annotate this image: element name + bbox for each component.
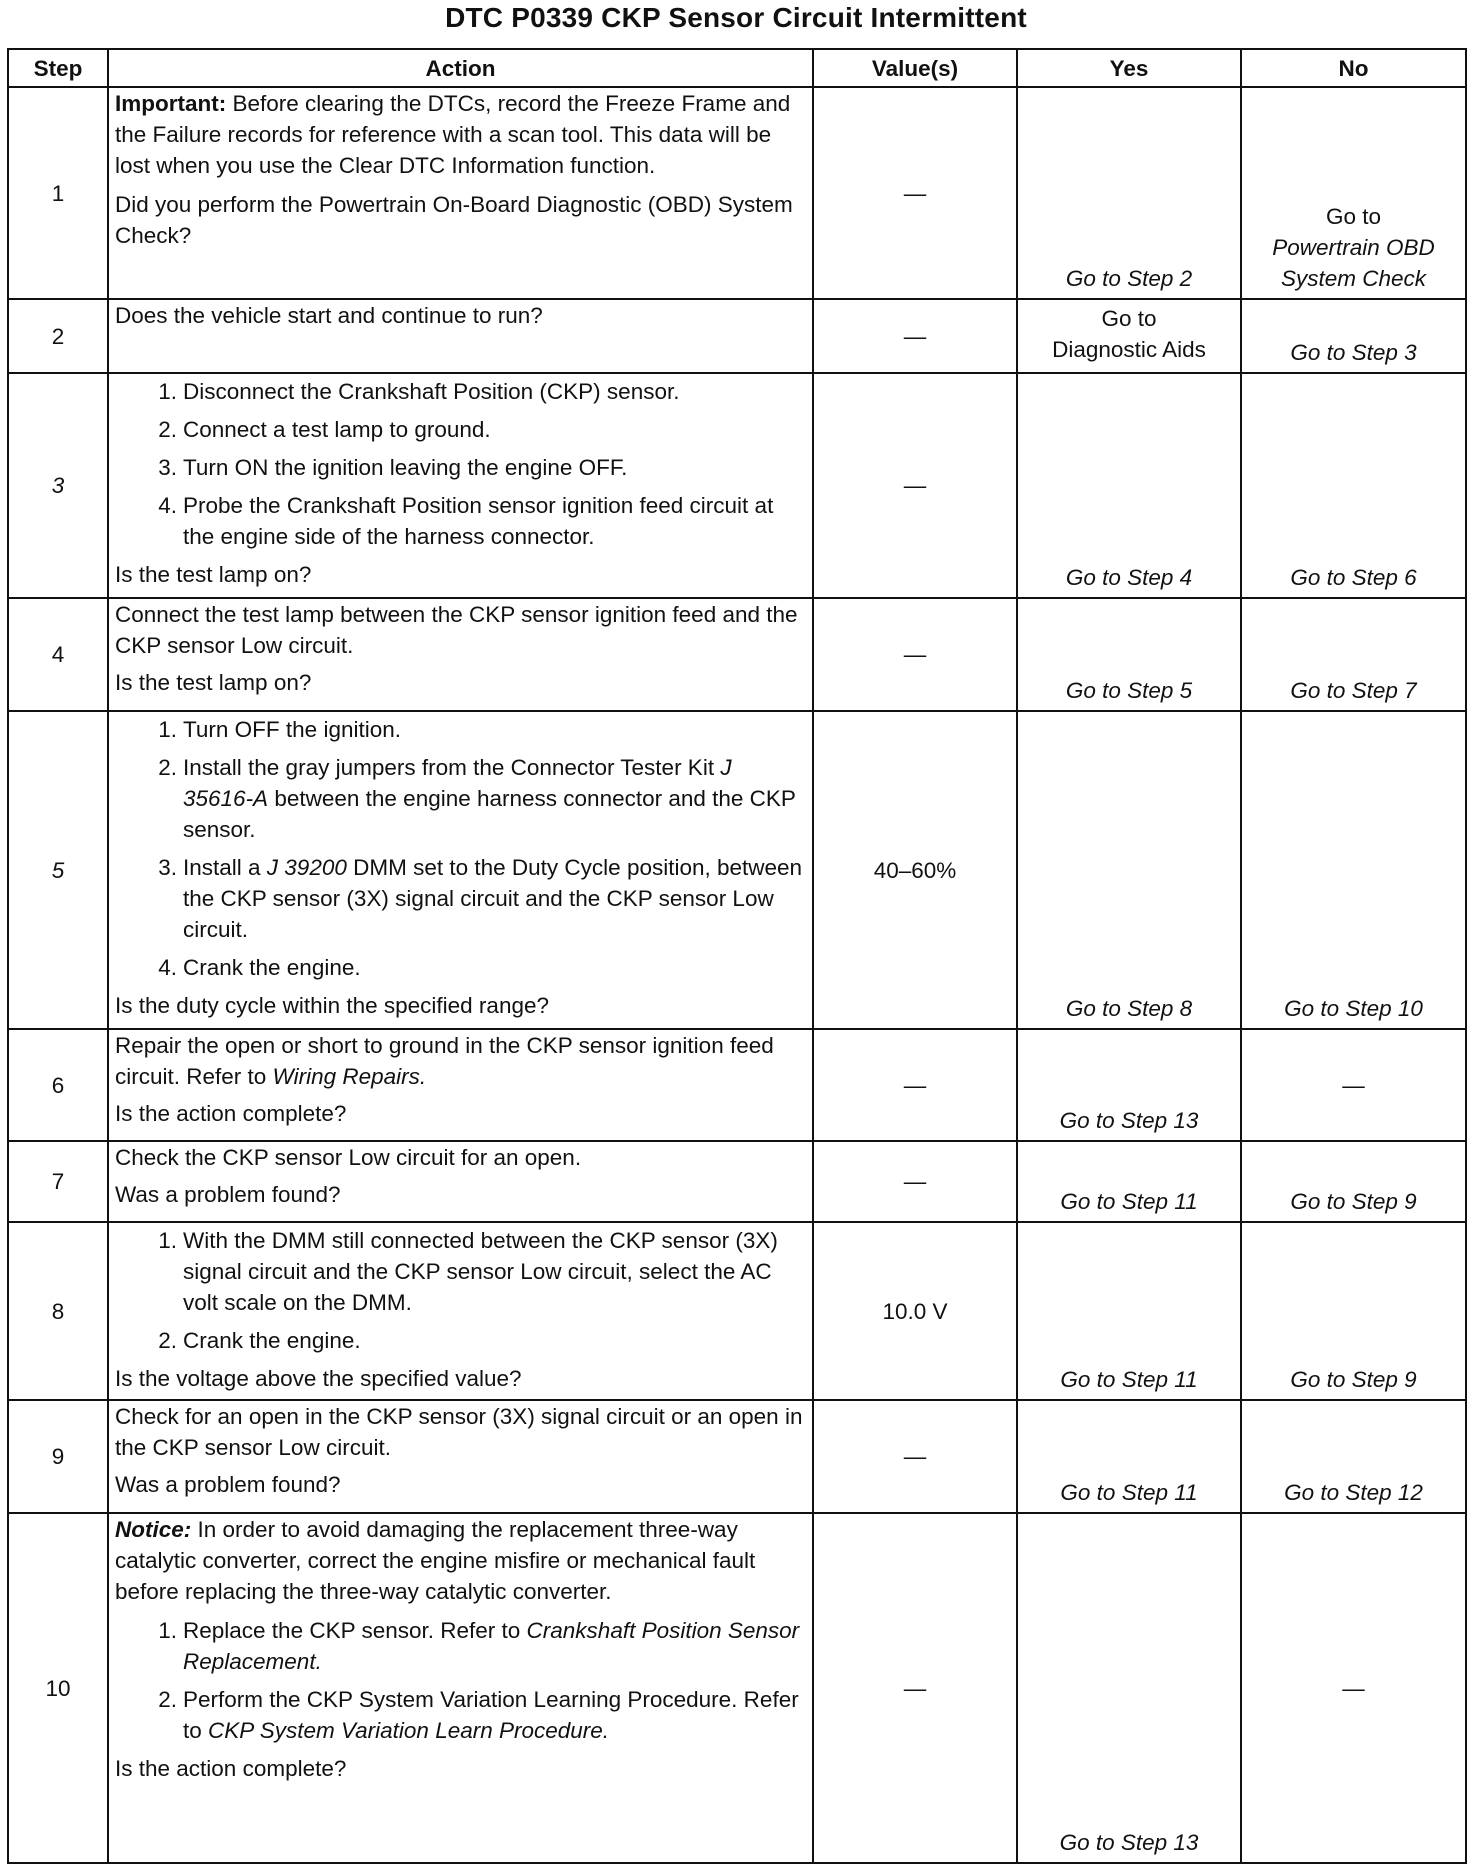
header-step: Step — [8, 49, 108, 87]
action-cell — [108, 299, 813, 373]
yes-cell — [1017, 87, 1241, 299]
list-item-text: Install a — [183, 855, 267, 880]
no-cell: — — [1241, 1513, 1466, 1863]
yes-link[interactable]: Go to Step 2 — [1065, 266, 1193, 291]
action-cell — [108, 373, 813, 598]
header-yes: Yes — [1017, 49, 1241, 87]
list-item: 3. Install a J 39200 DMM set to the Duty Cycle position, between the CKP sensor (3X) signal circuit and the CKP sensor Low circuit. — [158, 855, 803, 942]
list-item-text: between the engine harness connector and the CKP sensor. — [183, 786, 796, 842]
value-cell: — — [813, 1513, 1017, 1863]
yes-cell — [1017, 1141, 1241, 1222]
step-number: 8 — [8, 1222, 108, 1400]
action-text: Check the CKP sensor Low circuit for an open. — [115, 1145, 582, 1170]
yes-cell — [1017, 299, 1241, 373]
yes-cell — [1017, 373, 1241, 598]
value-cell: — — [813, 1029, 1017, 1141]
diagnostic-table — [7, 48, 1467, 1864]
ckp-learn-procedure-link[interactable]: CKP System Variation Learn Procedure. — [208, 1718, 610, 1743]
yes-link[interactable]: Go to Step 4 — [1065, 565, 1193, 590]
question: Is the test lamp on? — [115, 562, 312, 587]
step-number: 7 — [8, 1141, 108, 1222]
list-item: 2. Install the gray jumpers from the Connector Tester Kit J 35616-A between the engine harness connector and the CKP sensor. — [158, 755, 796, 842]
question: Is the voltage above the specified value? — [115, 1366, 522, 1391]
yes-link[interactable]: Go to Step 11 — [1060, 1367, 1198, 1392]
notice-text: In order to avoid damaging the replacement three-way catalytic converter, correct the engine misfire or mechanical fault before replacing the three-way catalytic converter. — [115, 1517, 756, 1604]
tool-number: J 35616-A — [183, 755, 732, 811]
list-item: 1. Disconnect the Crankshaft Position (CKP) sensor. — [158, 379, 680, 404]
yes-link[interactable]: Go to Step 8 — [1065, 996, 1193, 1021]
no-link[interactable]: Go to Step 7 — [1290, 678, 1417, 703]
table-row — [8, 1513, 1466, 1863]
no-link[interactable]: Go to Step 9 — [1290, 1189, 1417, 1214]
yes-cell — [1017, 1513, 1241, 1863]
list-item: 1. Replace the CKP sensor. Refer to Crankshaft Position Sensor Replacement. — [158, 1618, 800, 1674]
list-item-text: Disconnect the Crankshaft Position (CKP) sensor. — [183, 379, 680, 404]
question: Is the action complete? — [115, 1101, 347, 1126]
action-list — [115, 1225, 806, 1356]
action-cell — [108, 87, 813, 299]
value-cell: — — [813, 373, 1017, 598]
table-row — [8, 1029, 1466, 1141]
important-text: Before clearing the DTCs, record the Freeze Frame and the Failure records for reference with a scan tool. This data will be lost when you use the Clear DTC Information function. — [115, 91, 791, 178]
action-list — [115, 376, 806, 552]
header-values: Value(s) — [813, 49, 1017, 87]
yes-cell — [1017, 1029, 1241, 1141]
table-row — [8, 299, 1466, 373]
yes-link[interactable]: Diagnostic Aids — [1052, 337, 1206, 362]
action-cell — [108, 598, 813, 711]
yes-cell — [1017, 711, 1241, 1029]
step-number: 10 — [8, 1513, 108, 1863]
action-cell — [108, 1141, 813, 1222]
table-row — [8, 373, 1466, 598]
list-item-text: Turn ON the ignition leaving the engine OFF. — [183, 455, 628, 480]
notice-note — [115, 1514, 806, 1607]
value-cell: 40–60% — [813, 711, 1017, 1029]
no-prefix: Go to — [1325, 204, 1382, 229]
action-cell — [108, 1513, 813, 1863]
no-cell — [1241, 1400, 1466, 1513]
list-item: 1. Turn OFF the ignition. — [158, 717, 402, 742]
step-number: 3 — [8, 373, 108, 598]
list-item: 2. Crank the engine. — [158, 1328, 361, 1353]
step-number: 1 — [8, 87, 108, 299]
yes-link[interactable]: Go to Step 11 — [1060, 1189, 1198, 1214]
yes-link[interactable]: Go to Step 13 — [1059, 1830, 1199, 1855]
yes-prefix: Go to — [1101, 306, 1157, 331]
action-text: Connect the test lamp between the CKP sensor ignition feed and the CKP sensor Low circuit. — [115, 602, 798, 658]
no-cell — [1241, 299, 1466, 373]
action-text: Check for an open in the CKP sensor (3X) signal circuit or an open in the CKP sensor Low circuit. — [115, 1404, 803, 1460]
important-note — [115, 88, 806, 181]
no-cell: — — [1241, 1029, 1466, 1141]
wiring-repairs-link[interactable]: Wiring Repairs. — [272, 1064, 427, 1089]
no-cell — [1241, 1141, 1466, 1222]
action-list — [115, 714, 806, 983]
yes-link[interactable]: Go to Step 5 — [1065, 678, 1193, 703]
no-link[interactable]: Go to Step 3 — [1290, 340, 1417, 365]
header-row — [8, 49, 1466, 87]
value-cell: 10.0 V — [813, 1222, 1017, 1400]
table-row — [8, 87, 1466, 299]
header-action: Action — [108, 49, 813, 87]
list-item-text: Perform the CKP System Variation Learning Procedure. Refer to — [183, 1687, 799, 1743]
no-link[interactable]: Powertrain OBD System Check — [1272, 235, 1435, 291]
question: Is the test lamp on? — [115, 670, 312, 695]
table-row — [8, 1141, 1466, 1222]
question: Was a problem found? — [115, 1472, 341, 1497]
list-item-text: Crank the engine. — [183, 955, 361, 980]
action-cell — [108, 711, 813, 1029]
list-item: 3. Turn ON the ignition leaving the engine OFF. — [158, 455, 628, 480]
table-row — [8, 1222, 1466, 1400]
no-cell — [1241, 1222, 1466, 1400]
step-number: 9 — [8, 1400, 108, 1513]
list-item-text: Replace the CKP sensor. Refer to — [183, 1618, 527, 1643]
no-link[interactable]: Go to Step 6 — [1290, 565, 1417, 590]
no-cell — [1241, 87, 1466, 299]
action-cell — [108, 1400, 813, 1513]
no-link[interactable]: Go to Step 10 — [1284, 996, 1423, 1021]
list-item: 2. Perform the CKP System Variation Learning Procedure. Refer to CKP System Variation Learn Procedure. — [158, 1687, 799, 1743]
question: Does the vehicle start and continue to run? — [115, 303, 543, 328]
step-number: 2 — [8, 299, 108, 373]
value-cell: — — [813, 299, 1017, 373]
step-number: 4 — [8, 598, 108, 711]
question: Was a problem found? — [115, 1182, 341, 1207]
step-number: 6 — [8, 1029, 108, 1141]
value-cell: — — [813, 87, 1017, 299]
action-text-body: Repair the open or short to ground in the CKP sensor ignition feed circuit. Refer to — [115, 1033, 774, 1089]
action-cell — [108, 1029, 813, 1141]
ckp-replacement-link[interactable]: Crankshaft Position Sensor Replacement. — [183, 1618, 800, 1674]
list-item-text: Probe the Crankshaft Position sensor ignition feed circuit at the engine side of the harness connector. — [183, 493, 774, 549]
yes-link[interactable]: Go to Step 13 — [1059, 1108, 1199, 1133]
list-item: 2. Connect a test lamp to ground. — [158, 417, 491, 442]
no-link[interactable]: Go to Step 12 — [1284, 1480, 1423, 1505]
list-item-text: Turn OFF the ignition. — [183, 717, 402, 742]
page-title: DTC P0339 CKP Sensor Circuit Intermittent — [445, 2, 1027, 33]
no-link[interactable]: Go to Step 9 — [1290, 1367, 1417, 1392]
no-cell — [1241, 373, 1466, 598]
action-list — [115, 1615, 806, 1746]
question: Did you perform the Powertrain On-Board Diagnostic (OBD) System Check? — [115, 192, 793, 248]
no-cell — [1241, 598, 1466, 711]
list-item: 4. Probe the Crankshaft Position sensor ignition feed circuit at the engine side of the harness connector. — [158, 493, 774, 549]
table-row — [8, 711, 1466, 1029]
important-label: Important: — [115, 91, 227, 116]
list-item: 1. With the DMM still connected between the CKP sensor (3X) signal circuit and the CKP sensor Low circuit, select the AC volt scale on the DMM. — [158, 1228, 778, 1315]
yes-cell — [1017, 598, 1241, 711]
list-item: 4. Crank the engine. — [158, 955, 361, 980]
list-item-text: DMM set to the Duty Cycle position, between the CKP sensor (3X) signal circuit and the CKP sensor Low circuit. — [183, 855, 803, 942]
question: Is the duty cycle within the specified range? — [115, 993, 549, 1018]
list-item-text: Install the gray jumpers from the Connector Tester Kit — [183, 755, 721, 780]
notice-label: Notice: — [115, 1517, 192, 1542]
yes-link[interactable]: Go to Step 11 — [1060, 1480, 1198, 1505]
action-text — [115, 1030, 806, 1092]
tool-number: J 39200 — [266, 855, 347, 880]
table-row — [8, 1400, 1466, 1513]
list-item-text: Crank the engine. — [183, 1328, 361, 1353]
step-number: 5 — [8, 711, 108, 1029]
no-cell — [1241, 711, 1466, 1029]
header-no: No — [1241, 49, 1466, 87]
list-item-text: With the DMM still connected between the CKP sensor (3X) signal circuit and the CKP sensor Low circuit, select the AC volt scale on the DMM. — [183, 1228, 778, 1315]
question: Is the action complete? — [115, 1756, 347, 1781]
yes-cell — [1017, 1400, 1241, 1513]
value-cell: — — [813, 1400, 1017, 1513]
value-cell: — — [813, 1141, 1017, 1222]
list-item-text: Connect a test lamp to ground. — [183, 417, 491, 442]
table-row — [8, 598, 1466, 711]
yes-cell — [1017, 1222, 1241, 1400]
action-cell — [108, 1222, 813, 1400]
value-cell: — — [813, 598, 1017, 711]
